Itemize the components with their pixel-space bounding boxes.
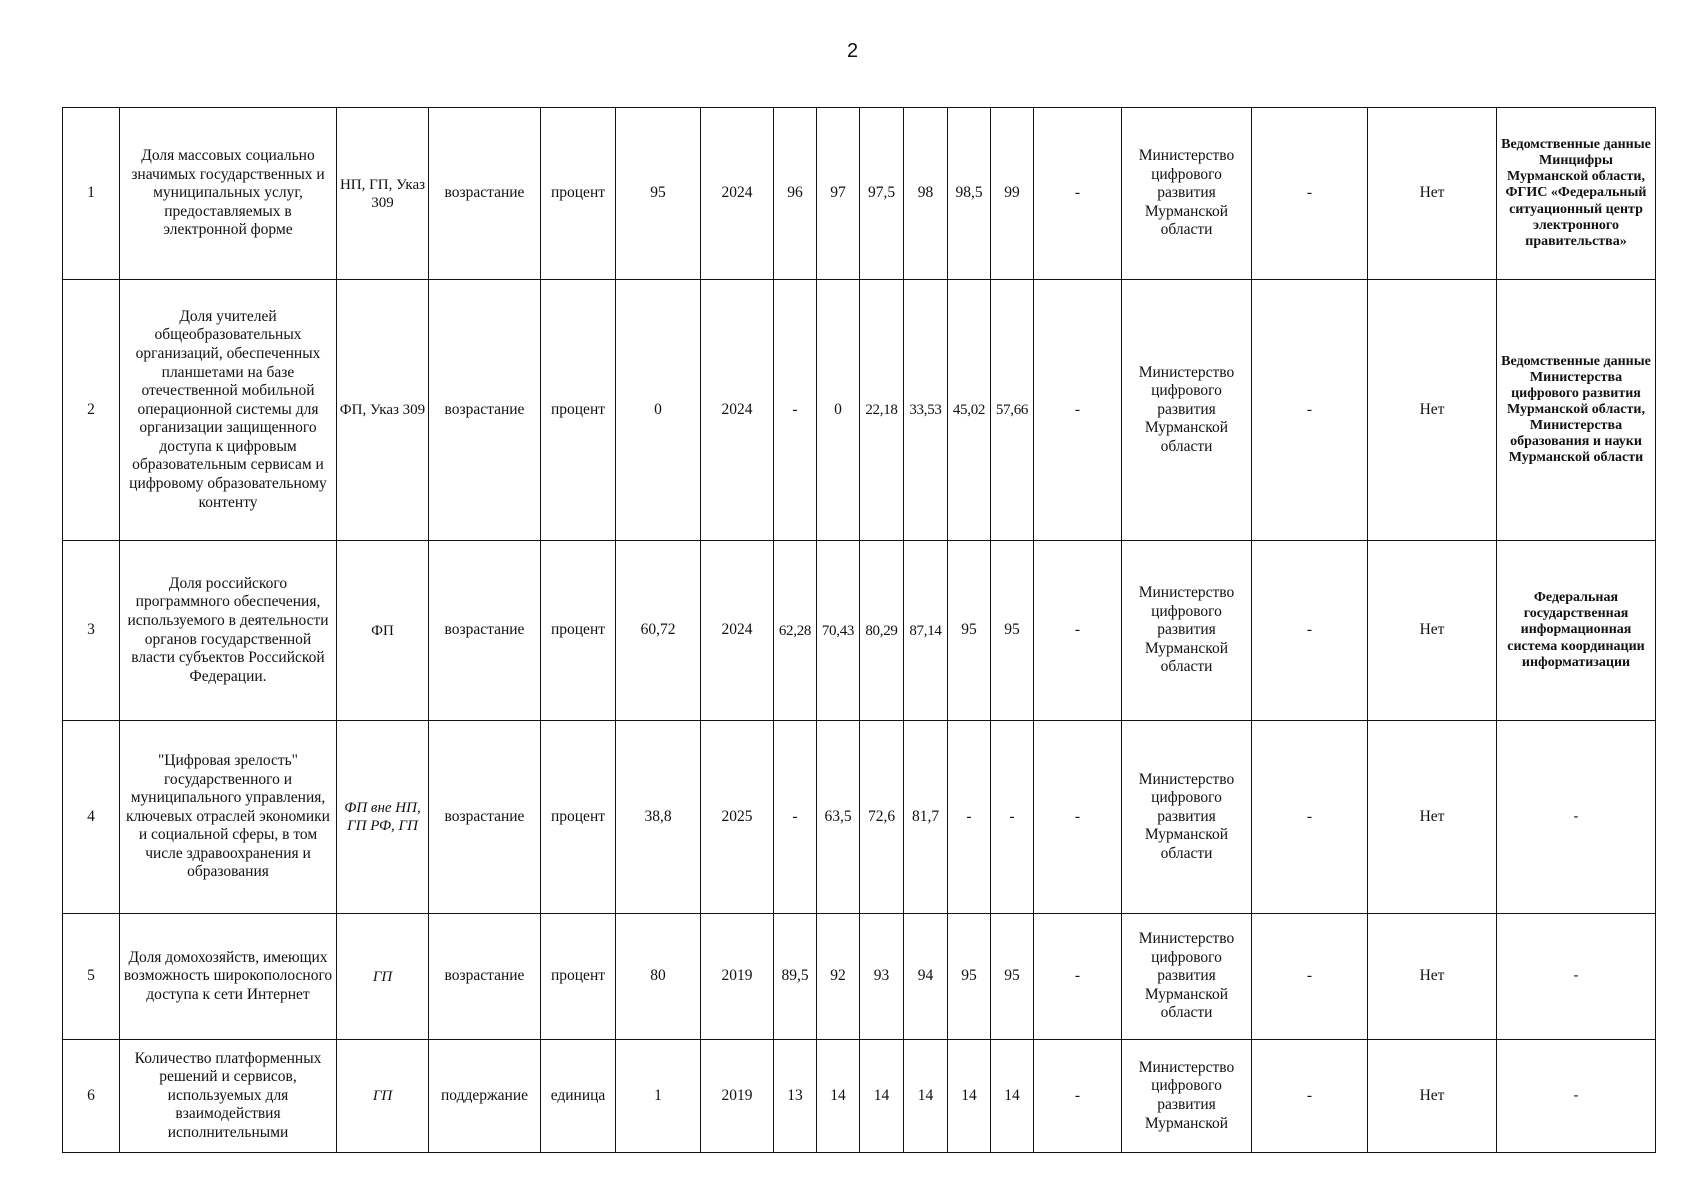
unit-of-measure: единица [541, 1040, 616, 1153]
link-cell: - [1252, 1040, 1368, 1153]
value-cell: - [991, 721, 1034, 914]
value-cell: 96 [774, 108, 817, 280]
base-value: 38,8 [616, 721, 701, 914]
indicators-table [62, 107, 1656, 1153]
dash-cell: - [1034, 280, 1122, 541]
responsible-body: Министерство цифрового развития Мурманской области [1122, 541, 1252, 721]
responsible-body: Министерство цифрового развития Мурманской области [1122, 108, 1252, 280]
value-cell: 81,7 [904, 721, 948, 914]
value-cell: 45,02 [948, 280, 991, 541]
dash-cell: - [1034, 1040, 1122, 1153]
dash-cell: - [1034, 108, 1122, 280]
base-year: 2025 [701, 721, 774, 914]
link-cell: - [1252, 721, 1368, 914]
unit-of-measure: процент [541, 108, 616, 280]
value-cell: - [774, 280, 817, 541]
table-row [63, 914, 1656, 1040]
base-value: 95 [616, 108, 701, 280]
base-value: 0 [616, 280, 701, 541]
value-cell: 22,18 [860, 280, 904, 541]
dash-cell: - [1034, 914, 1122, 1040]
value-cell: 98,5 [948, 108, 991, 280]
table-row [63, 541, 1656, 721]
value-cell: 57,66 [991, 280, 1034, 541]
data-source: Ведомственные данные Министерства цифрового развития Мурманской области, Министерства образования и науки Мурманской области [1497, 280, 1656, 541]
flag-cell: Нет [1368, 721, 1497, 914]
value-cell: 33,53 [904, 280, 948, 541]
page-number: 2 [846, 40, 859, 62]
table-row [63, 721, 1656, 914]
row-number: 2 [63, 280, 120, 541]
row-number: 3 [63, 541, 120, 721]
responsible-body: Министерство цифрового развития Мурманской области [1122, 721, 1252, 914]
value-cell: 99 [991, 108, 1034, 280]
trend-direction: поддержание [429, 1040, 541, 1153]
value-cell: 97 [817, 108, 860, 280]
indicator-name: "Цифровая зрелость" государственного и муниципального управления, ключевых отраслей экономики и социальной сферы, в том числе здравоохранения и образования [120, 721, 337, 914]
value-cell: 0 [817, 280, 860, 541]
flag-cell: Нет [1368, 1040, 1497, 1153]
base-value: 1 [616, 1040, 701, 1153]
data-source: Федеральная государственная информационная система координации информатизации [1497, 541, 1656, 721]
base-year: 2024 [701, 108, 774, 280]
indicator-name: Доля российского программного обеспечения, используемого в деятельности органов государственной власти субъектов Российской Федерации. [120, 541, 337, 721]
value-cell: 87,14 [904, 541, 948, 721]
value-cell: 80,29 [860, 541, 904, 721]
unit-of-measure: процент [541, 280, 616, 541]
value-cell: - [948, 721, 991, 914]
value-cell: 95 [948, 541, 991, 721]
data-source: - [1497, 721, 1656, 914]
base-year: 2024 [701, 280, 774, 541]
table-row [63, 1040, 1656, 1153]
value-cell: 13 [774, 1040, 817, 1153]
indicator-level: ФП [337, 541, 429, 721]
value-cell: 92 [817, 914, 860, 1040]
indicator-level: НП, ГП, Указ 309 [337, 108, 429, 280]
trend-direction: возрастание [429, 541, 541, 721]
base-year: 2019 [701, 1040, 774, 1153]
data-source: - [1497, 914, 1656, 1040]
base-value: 60,72 [616, 541, 701, 721]
row-number: 4 [63, 721, 120, 914]
indicator-level: ГП [337, 1040, 429, 1153]
flag-cell: Нет [1368, 914, 1497, 1040]
value-cell: 94 [904, 914, 948, 1040]
indicator-level: ФП, Указ 309 [337, 280, 429, 541]
responsible-body: Министерство цифрового развития Мурманской [1122, 1040, 1252, 1153]
base-year: 2019 [701, 914, 774, 1040]
link-cell: - [1252, 914, 1368, 1040]
value-cell: 14 [991, 1040, 1034, 1153]
table-row [63, 280, 1656, 541]
value-cell: 98 [904, 108, 948, 280]
value-cell: 62,28 [774, 541, 817, 721]
dash-cell: - [1034, 541, 1122, 721]
unit-of-measure: процент [541, 541, 616, 721]
dash-cell: - [1034, 721, 1122, 914]
row-number: 5 [63, 914, 120, 1040]
value-cell: 63,5 [817, 721, 860, 914]
value-cell: 95 [991, 541, 1034, 721]
value-cell: 14 [817, 1040, 860, 1153]
responsible-body: Министерство цифрового развития Мурманской области [1122, 914, 1252, 1040]
base-year: 2024 [701, 541, 774, 721]
value-cell: 14 [948, 1040, 991, 1153]
link-cell: - [1252, 541, 1368, 721]
trend-direction: возрастание [429, 108, 541, 280]
responsible-body: Министерство цифрового развития Мурманской области [1122, 280, 1252, 541]
table-row [63, 108, 1656, 280]
indicator-name: Доля массовых социально значимых государственных и муниципальных услуг, предоставляемых в электронной форме [120, 108, 337, 280]
link-cell: - [1252, 280, 1368, 541]
value-cell: 72,6 [860, 721, 904, 914]
data-source: - [1497, 1040, 1656, 1153]
flag-cell: Нет [1368, 108, 1497, 280]
data-source: Ведомственные данные Минцифры Мурманской области, ФГИС «Федеральный ситуационный центр электронного правительства» [1497, 108, 1656, 280]
indicator-level: ГП [337, 914, 429, 1040]
value-cell: 95 [991, 914, 1034, 1040]
row-number: 6 [63, 1040, 120, 1153]
trend-direction: возрастание [429, 914, 541, 1040]
value-cell: 93 [860, 914, 904, 1040]
trend-direction: возрастание [429, 280, 541, 541]
value-cell: 14 [860, 1040, 904, 1153]
flag-cell: Нет [1368, 280, 1497, 541]
row-number: 1 [63, 108, 120, 280]
indicator-name: Доля учителей общеобразовательных организаций, обеспеченных планшетами на базе отечественной мобильной операционной системы для организации защищенного доступа к цифровым образовательным сервисам и цифровому образовательному контенту [120, 280, 337, 541]
trend-direction: возрастание [429, 721, 541, 914]
indicator-level: ФП вне НП, ГП РФ, ГП [337, 721, 429, 914]
indicator-name: Количество платформенных решений и сервисов, используемых для взаимодействия исполнительными [120, 1040, 337, 1153]
unit-of-measure: процент [541, 721, 616, 914]
flag-cell: Нет [1368, 541, 1497, 721]
value-cell: - [774, 721, 817, 914]
value-cell: 95 [948, 914, 991, 1040]
indicator-name: Доля домохозяйств, имеющих возможность широкополосного доступа к сети Интернет [120, 914, 337, 1040]
link-cell: - [1252, 108, 1368, 280]
base-value: 80 [616, 914, 701, 1040]
unit-of-measure: процент [541, 914, 616, 1040]
value-cell: 14 [904, 1040, 948, 1153]
value-cell: 89,5 [774, 914, 817, 1040]
value-cell: 97,5 [860, 108, 904, 280]
value-cell: 70,43 [817, 541, 860, 721]
